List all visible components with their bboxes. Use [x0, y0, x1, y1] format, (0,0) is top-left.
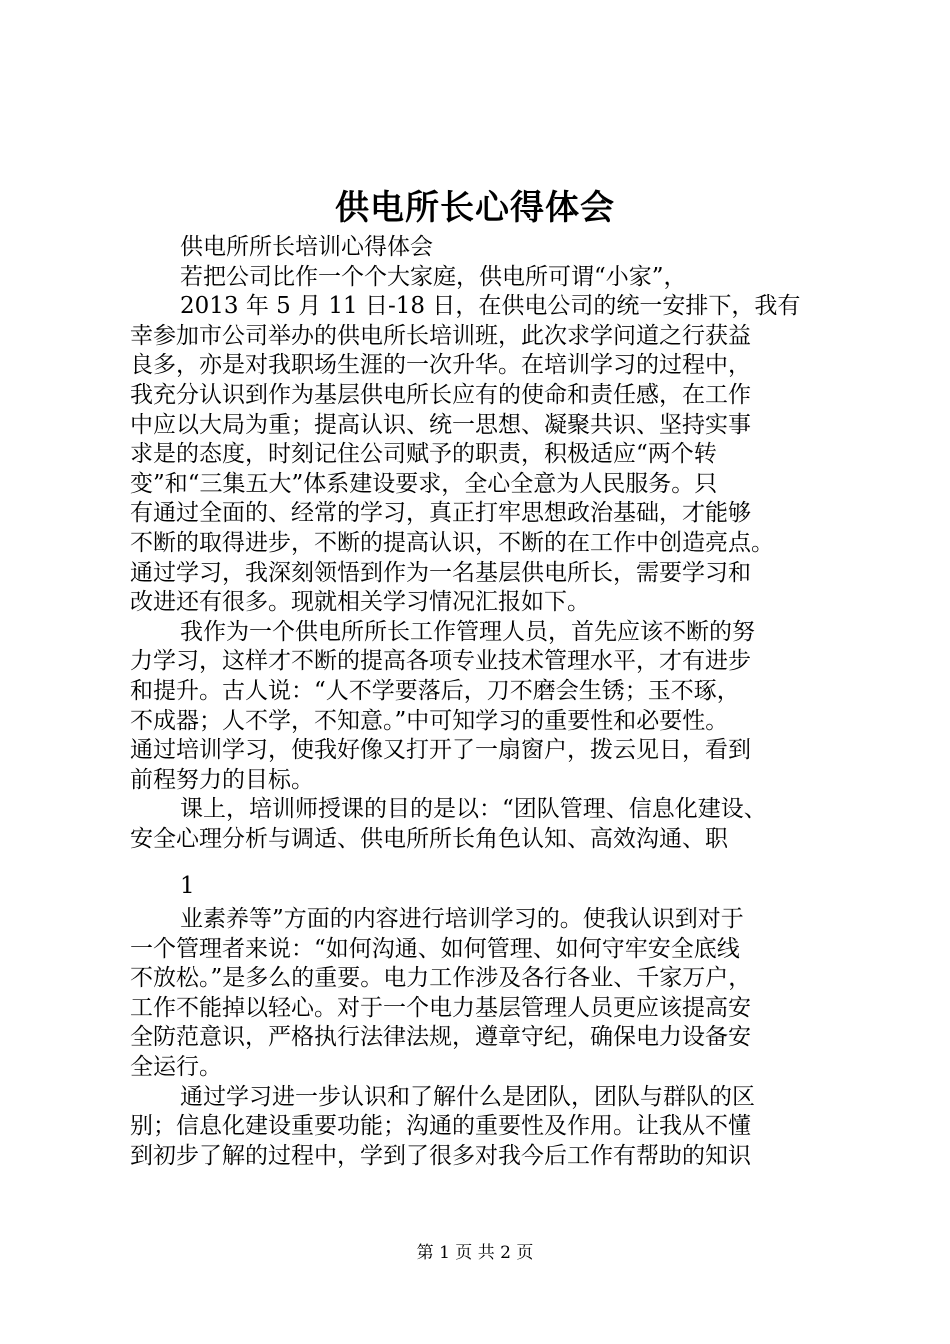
text-line: 不成器；人不学，不知意。”中可知学习的重要性和必要性。: [130, 707, 729, 734]
text-line: 全防范意识，严格执行法律法规，遵章守纪，确保电力设备安: [130, 1024, 751, 1051]
text-line: 一个管理者来说：“如何沟通、如何管理、如何守牢安全底线: [130, 935, 740, 962]
text-line: 求是的态度，时刻记住公司赋予的职责，积极适应“两个转: [130, 441, 717, 468]
body-text-block-2: [130, 905, 832, 1171]
text-line: 工作不能掉以轻心。对于一个电力基层管理人员更应该提高安: [130, 994, 751, 1021]
text-line: 到初步了解的过程中，学到了很多对我今后工作有帮助的知识: [130, 1142, 751, 1169]
text-line: 中应以大局为重；提高认识、统一思想、凝聚共识、坚持实事: [130, 411, 751, 438]
text-line: 2013 年 5 月 11 日-18 日，在供电公司的统一安排下，我有: [180, 293, 801, 320]
text-line: 不放松。”是多么的重要。电力工作涉及各行各业、千家万户，: [130, 965, 752, 992]
document-title: 供电所长心得体会: [335, 188, 615, 228]
text-line: 有通过全面的、经常的学习，真正打牢思想政治基础，才能够: [130, 500, 751, 527]
text-line: 力学习，这样才不断的提高各项专业技术管理水平，才有进步: [130, 648, 751, 675]
text-line: 若把公司比作一个个大家庭，供电所可谓“小家”，: [180, 263, 687, 290]
text-line: 全运行。: [130, 1053, 222, 1080]
inline-page-number: 1: [180, 873, 195, 899]
text-line: 变”和“三集五大”体系建设要求，全心全意为人民服务。只: [130, 470, 718, 497]
text-line: 我充分认识到作为基层供电所长应有的使命和责任感，在工作: [130, 381, 751, 408]
text-line: 前程努力的目标。: [130, 766, 314, 793]
text-line: 安全心理分析与调适、供电所所长角色认知、高效沟通、职: [130, 825, 728, 852]
text-line: 课上，培训师授课的目的是以：“团队管理、信息化建设、: [180, 796, 767, 823]
text-line: 通过培训学习，使我好像又打开了一扇窗户，拨云见日，看到: [130, 737, 751, 764]
text-line: 良多，亦是对我职场生涯的一次升华。在培训学习的过程中，: [130, 352, 751, 379]
text-line: 业素养等”方面的内容进行培训学习的。使我认识到对于: [180, 906, 744, 932]
text-line: 幸参加市公司举办的供电所长培训班，此次求学问道之行获益: [130, 322, 751, 349]
text-line: 改进还有很多。现就相关学习情况汇报如下。: [130, 589, 590, 616]
text-line: 不断的取得进步，不断的提高认识，不断的在工作中创造亮点。: [130, 529, 774, 556]
page-footer: 第 1 页 共 2 页: [416, 1243, 534, 1263]
text-line: 供电所所长培训心得体会: [180, 234, 433, 260]
text-line: 我作为一个供电所所长工作管理人员，首先应该不断的努: [180, 618, 755, 645]
body-text-block-1: [130, 233, 832, 854]
text-line: 别；信息化建设重要功能；沟通的重要性及作用。让我从不懂: [130, 1113, 751, 1140]
text-line: 通过学习，我深刻领悟到作为一名基层供电所长，需要学习和: [130, 559, 751, 586]
text-line: 和提升。古人说：“人不学要落后，刀不磨会生锈；玉不琢，: [130, 677, 740, 704]
text-line: 通过学习进一步认识和了解什么是团队，团队与群队的区: [180, 1083, 755, 1110]
